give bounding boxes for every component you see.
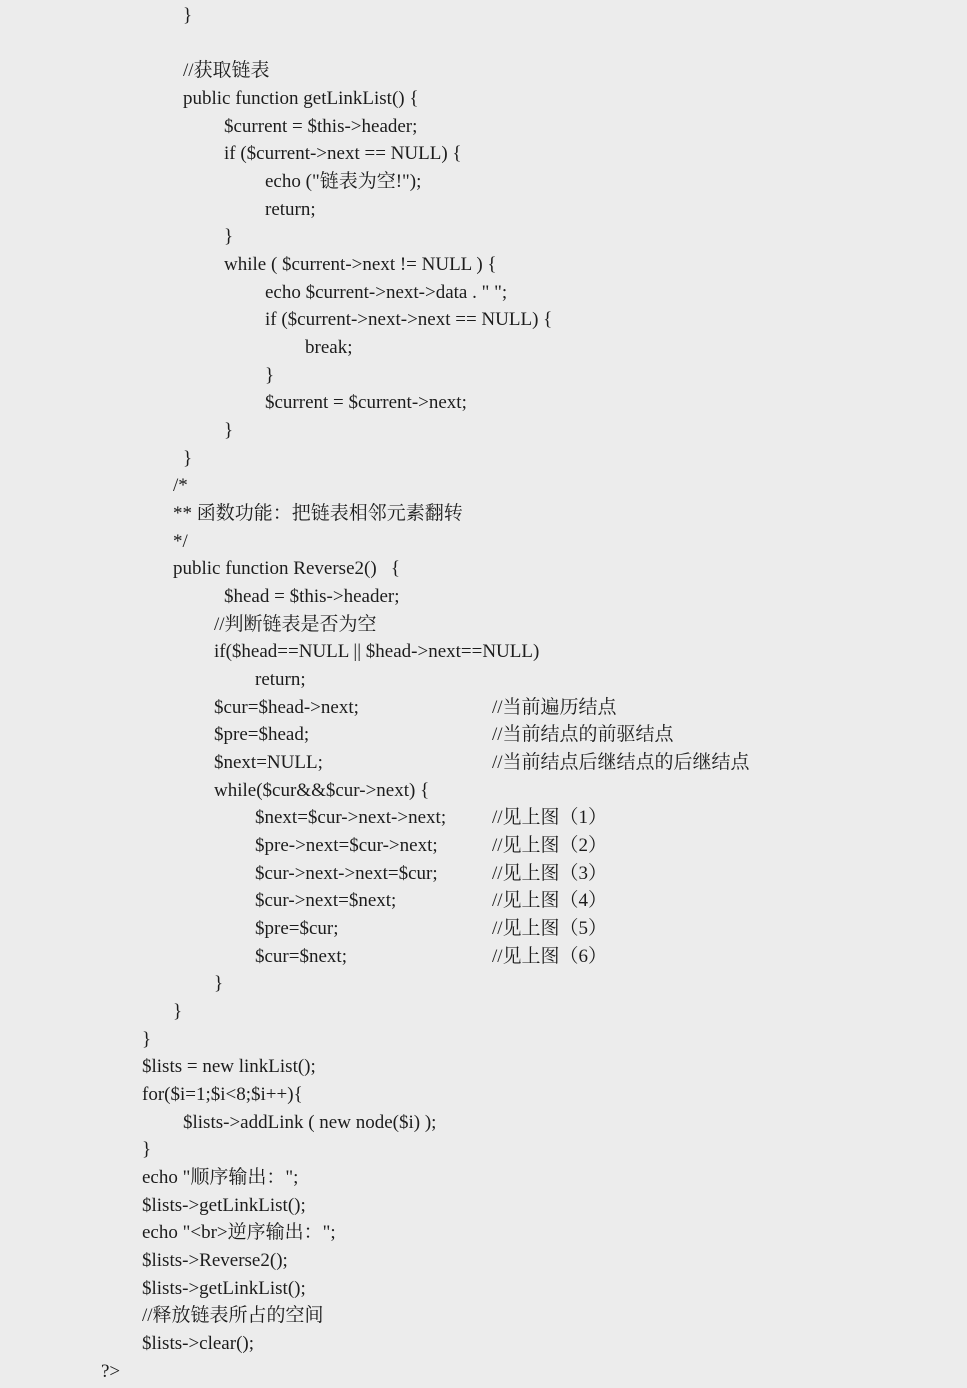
inline-comment: //见上图（6） — [492, 946, 608, 967]
inline-comment: //当前遍历结点 — [492, 697, 617, 718]
inline-comment: //见上图（5） — [492, 918, 608, 939]
code-line: $lists->getLinkList(); — [142, 1278, 306, 1299]
code-line: $lists = new linkList(); — [142, 1056, 316, 1077]
code-line: $cur=$next; — [255, 946, 347, 967]
code-line: } — [142, 1139, 152, 1160]
code-line: $next=NULL; — [214, 752, 323, 773]
inline-comment: //见上图（4） — [492, 890, 608, 911]
code-line: for($i=1;$i<8;$i++){ — [142, 1084, 303, 1105]
inline-comment: //见上图（3） — [492, 863, 608, 884]
inline-comment: //见上图（1） — [492, 807, 608, 828]
code-line: $current = $current->next; — [265, 392, 467, 413]
code-line: $next=$cur->next->next; — [255, 807, 447, 828]
code-comment-line: //判断链表是否为空 — [214, 614, 377, 635]
code-line: } — [224, 226, 234, 247]
code-line: $lists->Reverse2(); — [142, 1250, 288, 1271]
code-line: } — [183, 5, 193, 26]
code-comment-line: ** 函数功能：把链表相邻元素翻转 — [173, 503, 463, 524]
code-line: break; — [305, 337, 353, 358]
code-line: echo "<br>逆序输出："; — [142, 1222, 336, 1243]
code-line: return; — [255, 669, 306, 690]
code-line: $cur=$head->next; — [214, 697, 359, 718]
code-line: return; — [265, 199, 316, 220]
inline-comment: //见上图（2） — [492, 835, 608, 856]
code-line: $pre=$head; — [214, 724, 310, 745]
code-line: } — [214, 973, 224, 994]
code-line: if ($current->next->next == NULL) { — [265, 309, 553, 330]
code-line: echo "顺序输出："; — [142, 1167, 299, 1188]
code-comment-line: */ — [173, 531, 188, 552]
code-line: public function getLinkList() { — [183, 88, 419, 109]
code-line: echo ("链表为空!"); — [265, 171, 422, 192]
inline-comment: //当前结点的前驱结点 — [492, 724, 674, 745]
code-line: ?> — [101, 1361, 121, 1382]
code-line: } — [183, 448, 193, 469]
code-line: while($cur&&$cur->next) { — [214, 780, 430, 801]
code-line: $pre->next=$cur->next; — [255, 835, 438, 856]
code-line: echo $current->next->data . " "; — [265, 282, 508, 303]
code-line: } — [265, 365, 275, 386]
code-line: $lists->getLinkList(); — [142, 1195, 306, 1216]
code-line: if($head==NULL || $head->next==NULL) — [214, 641, 540, 662]
code-line: $pre=$cur; — [255, 918, 339, 939]
code-line: $lists->clear(); — [142, 1333, 255, 1354]
code-line: $lists->addLink ( new node($i) ); — [183, 1112, 437, 1133]
code-line: } — [142, 1029, 152, 1050]
code-line: if ($current->next == NULL) { — [224, 143, 462, 164]
code-line: $current = $this->header; — [224, 116, 418, 137]
code-line: } — [173, 1001, 183, 1022]
inline-comment: //当前结点后继结点的后继结点 — [492, 752, 750, 773]
code-line: while ( $current->next != NULL ) { — [224, 254, 497, 275]
code-line: $head = $this->header; — [224, 586, 400, 607]
code-comment-line: /* — [173, 475, 188, 496]
code-line: $cur->next=$next; — [255, 890, 397, 911]
code-line: $cur->next->next=$cur; — [255, 863, 438, 884]
code-comment-line: //释放链表所占的空间 — [142, 1305, 324, 1326]
code-comment-line: //获取链表 — [183, 60, 270, 81]
code-line: } — [224, 420, 234, 441]
code-line: public function Reverse2() { — [173, 558, 401, 579]
